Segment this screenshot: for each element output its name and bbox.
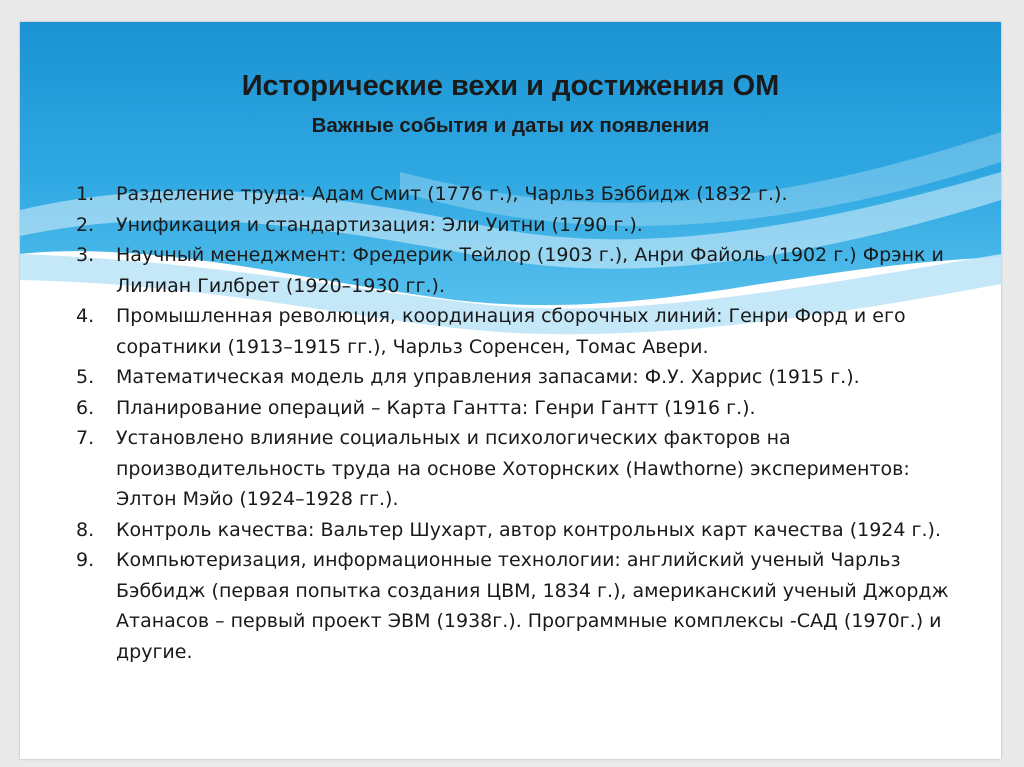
item-number: 1.: [76, 183, 95, 205]
slide: [20, 22, 1001, 759]
item-number: 7.: [76, 427, 95, 449]
item-number: 2.: [76, 213, 95, 236]
item-number: 8.: [76, 518, 95, 541]
list-item: [76, 515, 956, 546]
item-text: Разделение труда: Адам Смит (1776 г.), Чарльз Бэббидж (1832 г.).: [116, 183, 788, 205]
item-number: 3.: [76, 244, 95, 266]
item-text: Математическая модель для управления запасами: Ф.У. Харрис (1915 г.).: [116, 366, 860, 388]
item-text: Компьютеризация, информационные технологии: английский ученый Чарльз Бэббидж (первая попытка создания ЦВМ, 1834 г.), американский ученый Джордж Атанасов – первый проект ЭВМ (1938г.). Программные комплексы -САД (1970г.) и другие.: [116, 549, 949, 663]
item-text: Унификация и стандартизация: Эли Уитни (1790 г.).: [116, 213, 643, 236]
list-item: [76, 393, 956, 424]
item-text: Планирование операций – Карта Гантта: Генри Гантт (1916 г.).: [116, 396, 756, 419]
item-number: 6.: [76, 396, 95, 419]
item-text: Контроль качества: Вальтер Шухарт, автор контрольных карт качества (1924 г.).: [116, 518, 941, 541]
list-item: [76, 301, 956, 362]
list-item: [76, 545, 956, 667]
item-text: Установлено влияние социальных и психологических факторов на производительность труда на основе Хоторнских (Hawthorne) экспериментов: Элтон Мэйо (1924–1928 гг.).: [116, 427, 910, 510]
item-text: Научный менеджмент: Фредерик Тейлор (1903 г.), Анри Файоль (1902 г.) Фрэнк и Лилиан Гилбрет (1920–1930 гг.).: [116, 244, 944, 297]
slide-title: Исторические вехи и достижения ОМ: [241, 70, 780, 102]
item-number: 5.: [76, 366, 95, 388]
list-item: [76, 179, 956, 210]
list-item: [76, 362, 956, 393]
item-number: 9.: [76, 549, 95, 571]
list-item: [76, 240, 956, 301]
events-list: [76, 179, 956, 667]
slide-subtitle: Важные события и даты их появления: [311, 114, 710, 137]
list-item: [76, 423, 956, 515]
list-item: [76, 210, 956, 241]
item-text: Промышленная революция, координация сборочных линий: Генри Форд и его соратники (1913–1915 гг.), Чарльз Соренсен, Томас Авери.: [116, 305, 906, 358]
item-number: 4.: [76, 305, 95, 327]
